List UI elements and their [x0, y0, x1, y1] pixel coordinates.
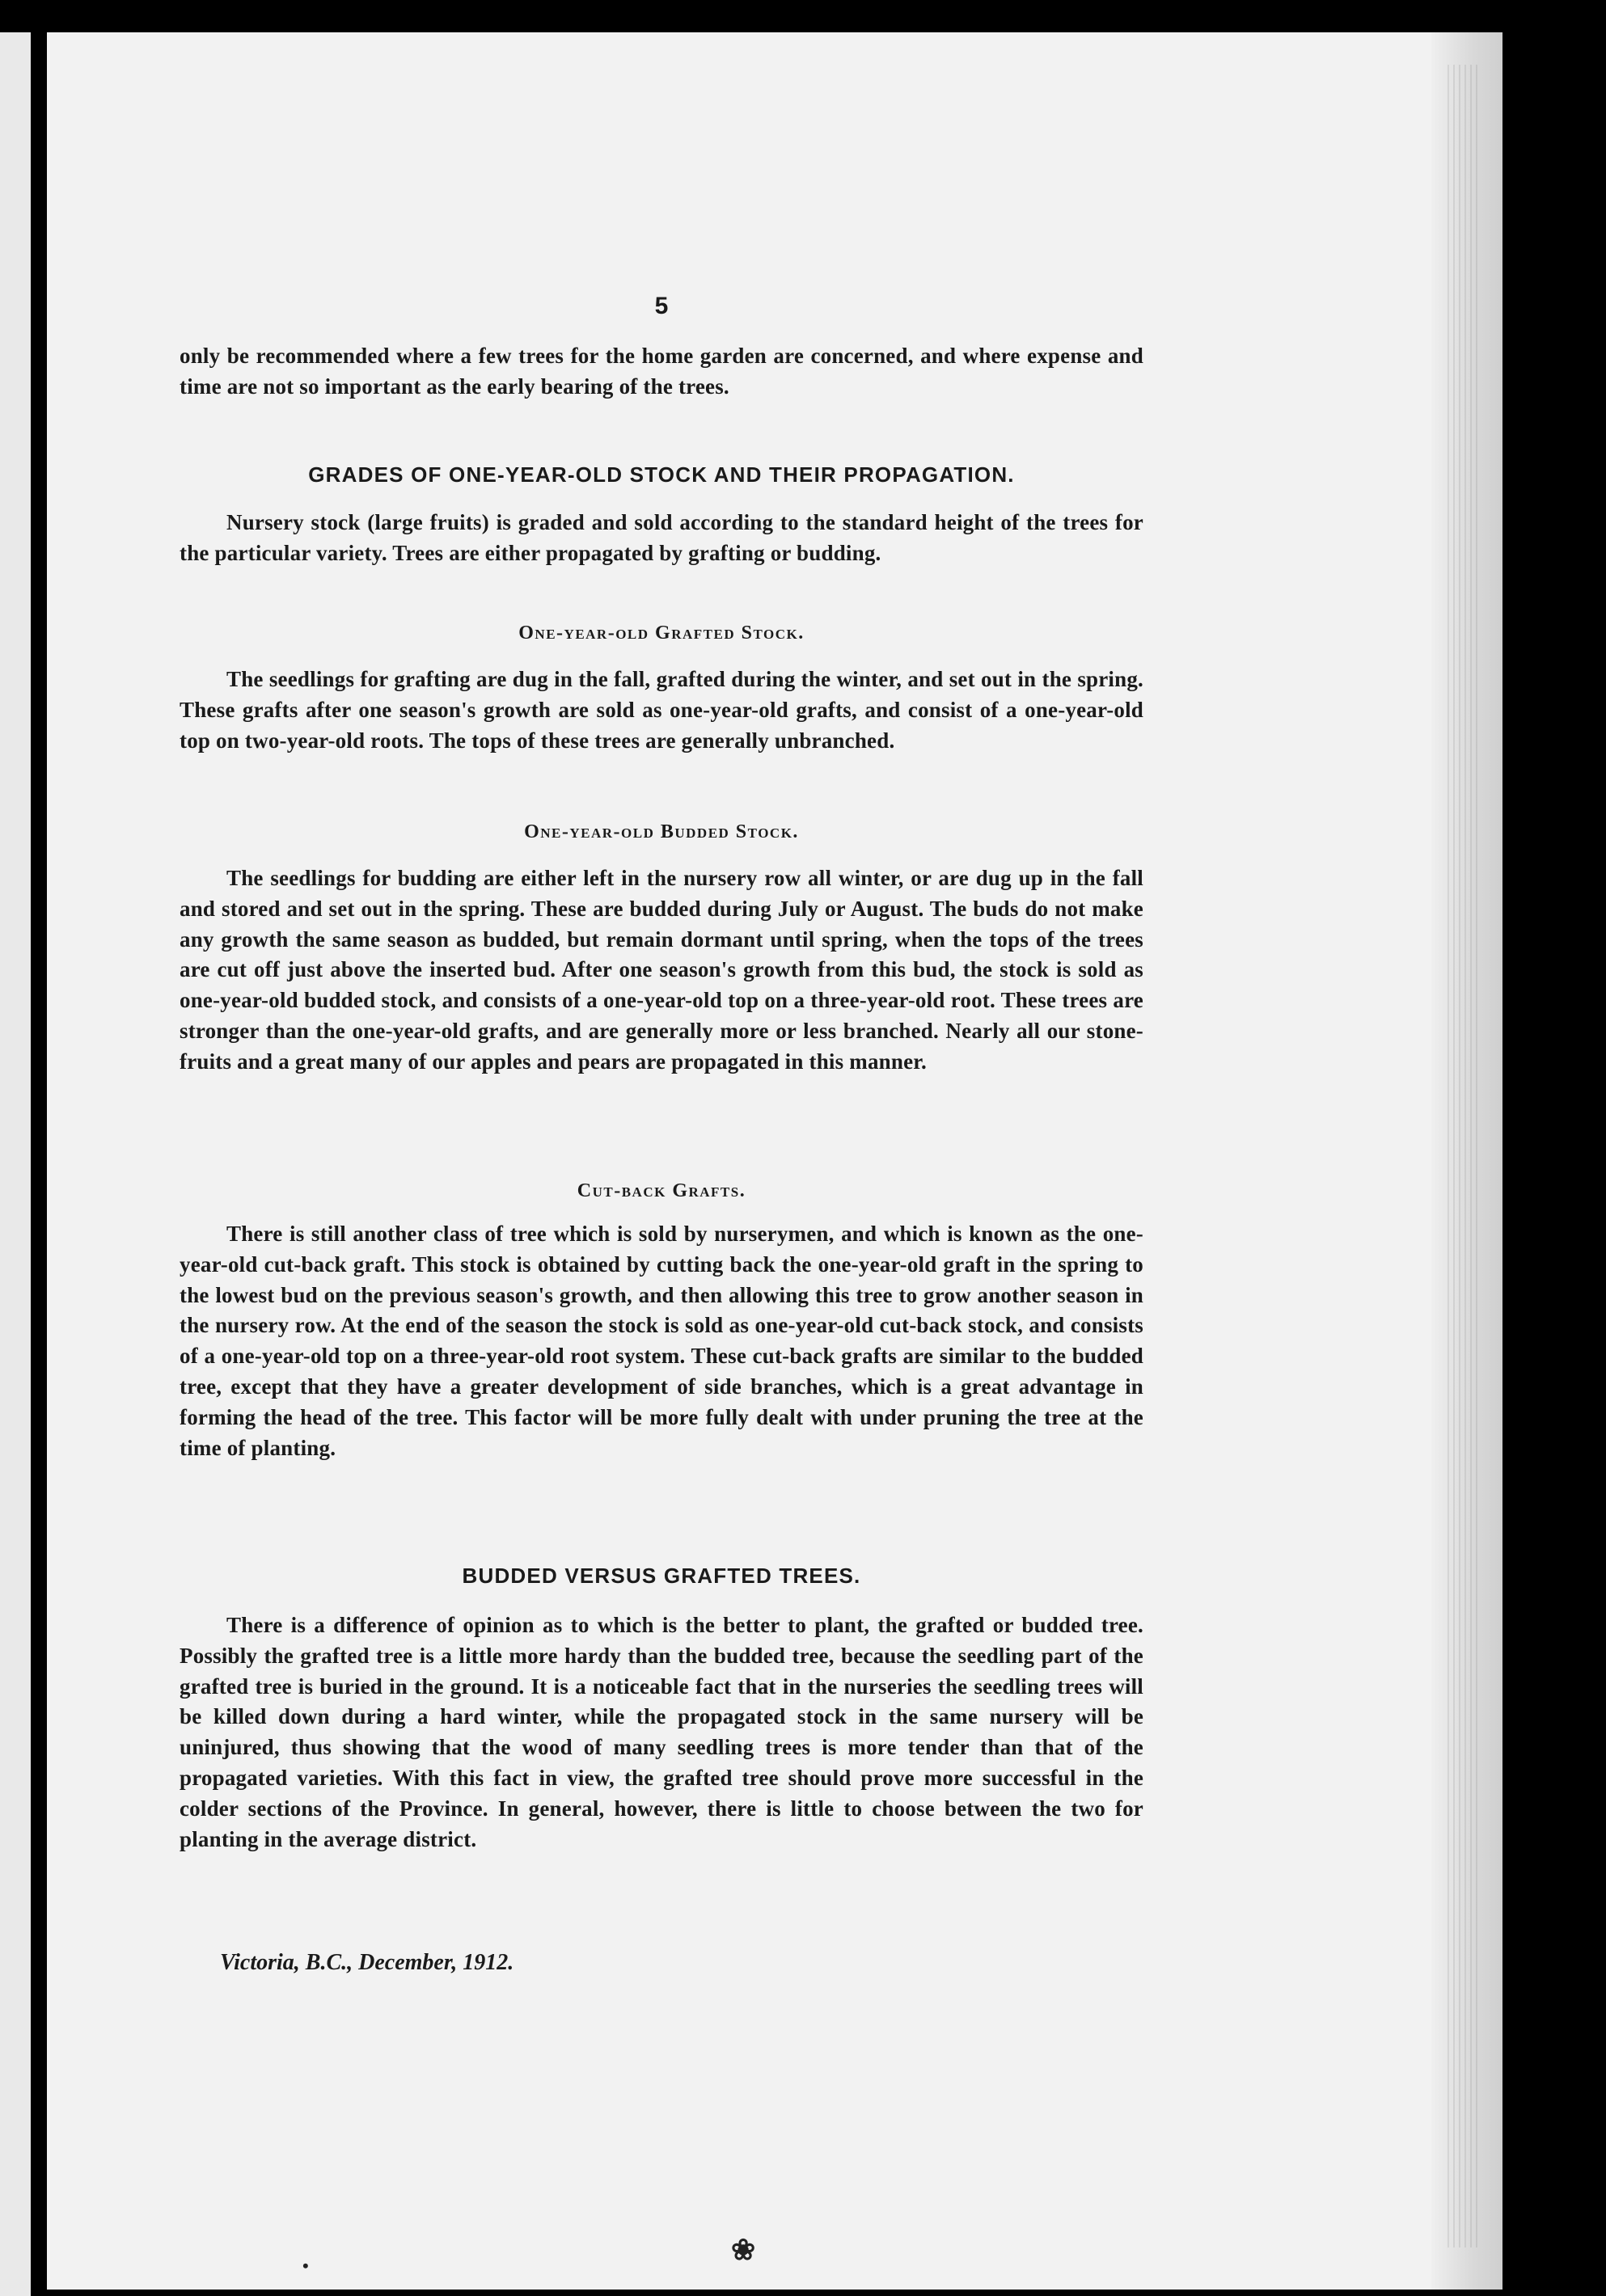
subheading-grafted-stock: One-year-old Grafted Stock.	[518, 623, 805, 644]
page-number: 5	[654, 293, 669, 319]
scan-mark-left: •	[302, 2256, 309, 2276]
adjacent-page-edge	[0, 32, 31, 2296]
intro-paragraph: only be recommended where a few trees for the home garden are concerned, and where expense and time are not so important as the early bearing of the trees.	[180, 344, 1143, 399]
page-stack-edge	[1448, 65, 1480, 2247]
subheading-cutback-grafts: Cut-back Grafts.	[577, 1180, 746, 1201]
paragraph-grafted-stock: The seedlings for grafting are dug in the fall, grafted during the winter, and set out in the spring. These grafts after one season's growth are sold as one-year-old grafts, and consist of a one-year-old top on two-year-old roots. The tops of these trees are generally unbranched.	[180, 667, 1143, 753]
scan-mark-center: ❀	[731, 2234, 756, 2266]
section-heading-budded-vs-grafted: BUDDED VERSUS GRAFTED TREES.	[462, 1564, 861, 1588]
paragraph-budded-vs-grafted: There is a difference of opinion as to which is the better to plant, the grafted or budded tree. Possibly the grafted tree is a little more hardy than the budded tree, because the seedling part of the grafted tree is buried in the ground. It is a noticeable fact that in the nurseries the seedling trees will be killed down during a hard winter, while the propagated stock in the same nursery will be uninjured, thus showing that the wood of many seedling trees is more tender than that of the propagated varieties. With this fact in view, the grafted tree should prove more successful in the colder sections of the Province. In general, however, there is little to choose between the two for planting in the average district.	[180, 1613, 1143, 1851]
paragraph-grades: Nursery stock (large fruits) is graded and sold according to the standard height of the trees for the particular variety. Trees are either propagated by grafting or budding.	[180, 510, 1143, 565]
place-date-signoff: Victoria, B.C., December, 1912.	[220, 1950, 514, 1975]
paragraph-cutback-grafts: There is still another class of tree which is sold by nurserymen, and which is known as the one-year-old cut-back graft. This stock is obtained by cutting back the one-year-old graft in the spring to the lowest bud on the previous season's growth, and then allowing this tree to grow another season in the nursery row. At the end of the season the stock is sold as one-year-old cut-back stock, and consists of a one-year-old top on a three-year-old root system. These cut-back grafts are similar to the budded tree, except that they have a greater development of side branches, which is a great advantage in forming the head of the tree. This factor will be more fully dealt with under pruning the tree at the time of planting.	[180, 1222, 1143, 1460]
subheading-budded-stock: One-year-old Budded Stock.	[524, 821, 799, 842]
section-heading-grades: GRADES OF ONE-YEAR-OLD STOCK AND THEIR PROPAGATION.	[308, 462, 1015, 487]
paragraph-budded-stock: The seedlings for budding are either left in the nursery row all winter, or are dug up in the fall and stored and set out in the spring. These are budded during July or August. The buds do not make any growth the same season as budded, but remain dormant until spring, when the tops of the trees are cut off just above the inserted bud. After one season's growth from this bud, the stock is sold as one-year-old budded stock, and consists of a one-year-old top on a three-year-old root. These trees are stronger than the one-year-old grafts, and are generally more or less branched. Nearly all our stone-fruits and a great many of our apples and pears are propagated in this manner.	[180, 866, 1143, 1074]
